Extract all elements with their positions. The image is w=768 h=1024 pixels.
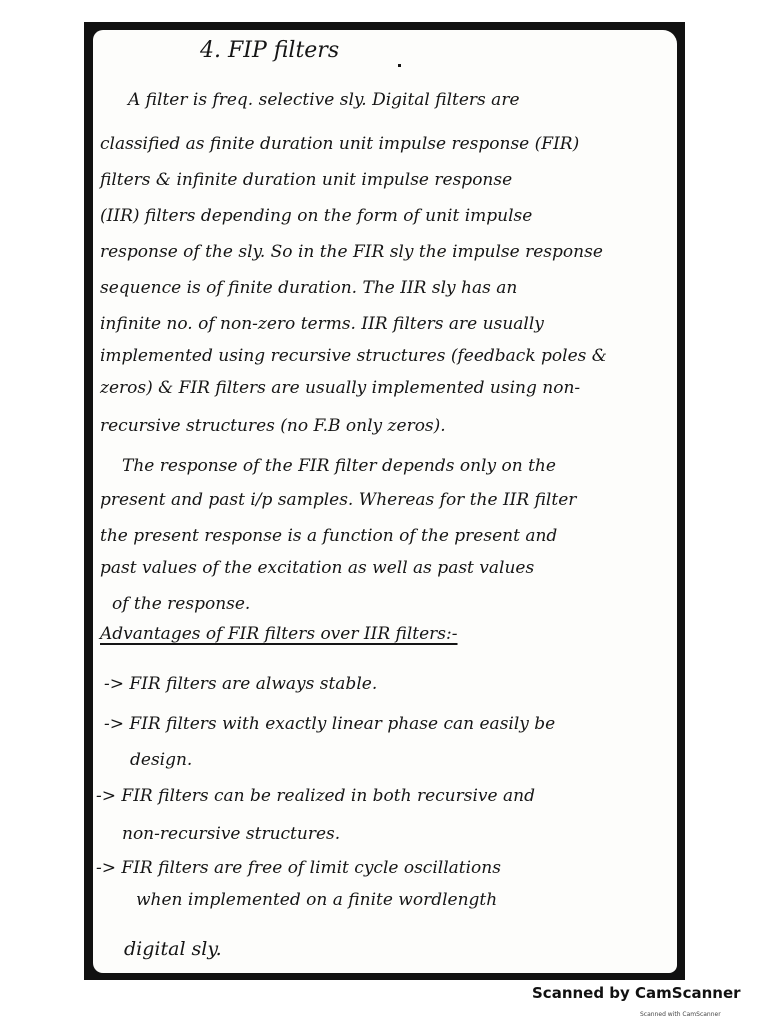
advantage-line-4: -> FIR filters can be realized in both recursive and — [96, 786, 535, 806]
note-line-7: infinite no. of non-zero terms. IIR filters are usually — [100, 314, 544, 334]
advantage-line-7: when implemented on a finite wordlength — [136, 890, 498, 910]
note-line-5: response of the sly. So in the FIR sly the impulse response — [100, 242, 603, 262]
note-line-2: classified as finite duration unit impulse response (FIR) — [100, 134, 580, 154]
camscanner-small-watermark: Scanned with CamScanner — [640, 1011, 721, 1018]
note-line-9: zeros) & FIR filters are usually implemented using non- — [100, 378, 581, 398]
note-line-8: implemented using recursive structures (feedback poles & — [100, 346, 607, 366]
note-line-15: of the response. — [112, 594, 251, 614]
note-line-10: recursive structures (no F.B only zeros). — [100, 416, 446, 436]
advantage-line-6: -> FIR filters are free of limit cycle oscillations — [96, 858, 501, 878]
advantage-line-3: design. — [130, 750, 193, 770]
page-heading: 4. FIP filters — [200, 38, 340, 63]
note-line-1: A filter is freq. selective sly. Digital filters are — [128, 90, 520, 110]
note-line-12: present and past i/p samples. Whereas for the IIR filter — [100, 490, 577, 510]
advantage-line-2: -> FIR filters with exactly linear phase can easily be — [104, 714, 556, 734]
camscanner-watermark: Scanned by CamScanner — [532, 984, 741, 1002]
note-line-11: The response of the FIR filter depends only on the — [122, 456, 556, 476]
note-line-14: past values of the excitation as well as past values — [100, 558, 535, 578]
note-line-6: sequence is of finite duration. The IIR sly has an — [100, 278, 518, 298]
note-line-4: (IIR) filters depending on the form of unit impulse — [100, 206, 533, 226]
advantage-line-5: non-recursive structures. — [122, 824, 341, 844]
note-line-13: the present response is a function of the present and — [100, 526, 558, 546]
note-line-3: filters & infinite duration unit impulse response — [100, 170, 513, 190]
heading-dot — [398, 64, 401, 67]
advantages-heading: Advantages of FIR filters over IIR filters:- — [100, 624, 458, 644]
advantage-line-1: -> FIR filters are always stable. — [104, 674, 378, 694]
advantage-line-8: digital sly. — [124, 938, 222, 960]
